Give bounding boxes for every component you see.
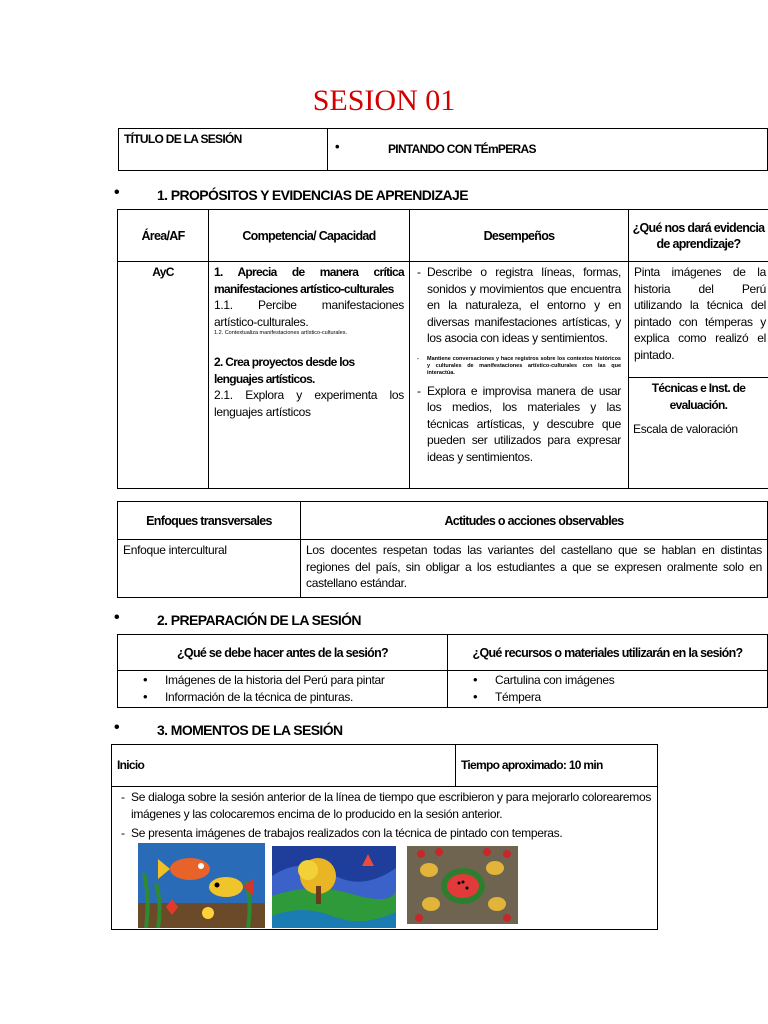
col-antes: ¿Qué se debe hacer antes de la sesión? [118, 635, 448, 671]
evidencia-value: Pinta imágenes de la historia del Perú utilizando la técnica del pintado con témperas y explica como realizó el pintado. [629, 262, 768, 378]
col-area: Área/AF [118, 210, 209, 262]
bullet-icon: • [114, 184, 120, 201]
session-title-label: TÍTULO DE LA SESIÓN [119, 129, 328, 171]
list-item: • Información de la técnica de pinturas. [165, 689, 442, 706]
desempeno-3: - Explora e improvisa manera de usar los medios, los materiales y las técnicas artísticas, y descubre que pueden ser utilizados para expresar ideas y sentimientos. [427, 383, 621, 466]
col-actitudes: Actitudes o acciones observables [301, 502, 768, 540]
competencia-2: 2. Crea proyectos desde los lenguajes artísticos. [214, 355, 355, 386]
area-value: AyC [118, 262, 209, 489]
bullet-icon: • [335, 139, 339, 154]
purposes-table [117, 209, 768, 489]
page-title: SESION 01 [312, 84, 456, 117]
section3-heading: 3. MOMENTOS DE LA SESIÓN [157, 722, 343, 738]
bullet-icon: • [114, 609, 120, 626]
landscape-painting-image [272, 846, 396, 928]
list-item: • Cartulina con imágenes [495, 672, 762, 689]
list-item: • Témpera [495, 689, 762, 706]
col-evidencia: ¿Qué nos dará evidencia de aprendizaje? [629, 210, 768, 262]
fruit-painting-image [407, 846, 518, 924]
desempeno-2: - Mantiene conversaciones y hace registros sobre los contextos históricos y culturales de manifestaciones artístico-culturales con las que interactúa. [427, 356, 621, 377]
section1-heading: 1. PROPÓSITOS Y EVIDENCIAS DE APRENDIZAJE [157, 187, 468, 203]
tecnicas-title: Técnicas e Inst. de evaluación. [651, 381, 746, 412]
tecnicas-value: Escala de valoración [633, 422, 738, 436]
list-item: • Imágenes de la historia del Perú para pintar [165, 672, 442, 689]
competencia-1: 1. Aprecia de manera crítica manifestaciones artístico-culturales [214, 265, 404, 296]
preparation-table [117, 634, 768, 708]
col-competencia: Competencia/ Capacidad [209, 210, 410, 262]
actitud-value: Los docentes respetan todas las variantes del castellano que se hablan en distintas regiones del país, sin obligar a los estudiantes a que se expresen oralmente solo en castellano estándar. [301, 540, 768, 598]
inicio-item-2: - Se presenta imágenes de trabajos realizados con la técnica de pintado con temperas. [131, 825, 652, 842]
enfoques-table [117, 501, 768, 598]
desempeno-1: - Describe o registra líneas, formas, sonidos y movimientos que encuentra en la naturaleza, el entorno y en diversas manifestaciones artísticas, y los asocia con ideas y sentimientos. [427, 264, 621, 347]
inicio-label: Inicio [112, 745, 456, 787]
enfoque-value: Enfoque intercultural [118, 540, 301, 598]
fish-painting-image [138, 843, 265, 928]
col-enfoques: Enfoques transversales [118, 502, 301, 540]
capacidad-1-2: 1.2. Contextualiza manifestaciones artístico-culturales. [214, 330, 347, 336]
session-title-value: PINTANDO CON TÉmPERAS [388, 142, 536, 157]
capacidad-2-1: 2.1. Explora y experimenta los lenguajes artísticos [214, 388, 404, 419]
tiempo-label: Tiempo aproximado: 10 min [456, 745, 658, 787]
capacidad-1-1: 1.1. Percibe manifestaciones artístico-culturales. [214, 298, 404, 329]
col-desempenos: Desempeños [410, 210, 629, 262]
section2-heading: 2. PREPARACIÓN DE LA SESIÓN [157, 612, 361, 628]
inicio-item-1: - Se dialoga sobre la sesión anterior de la línea de tiempo que escribieron y para mejorarlo colorearemos imágenes y las colocaremos encima de lo producido en la sesión anterior. [131, 789, 652, 822]
bullet-icon: • [114, 719, 120, 736]
session-title-table [118, 128, 768, 171]
col-recursos: ¿Qué recursos o materiales utilizarán en la sesión? [448, 635, 768, 671]
